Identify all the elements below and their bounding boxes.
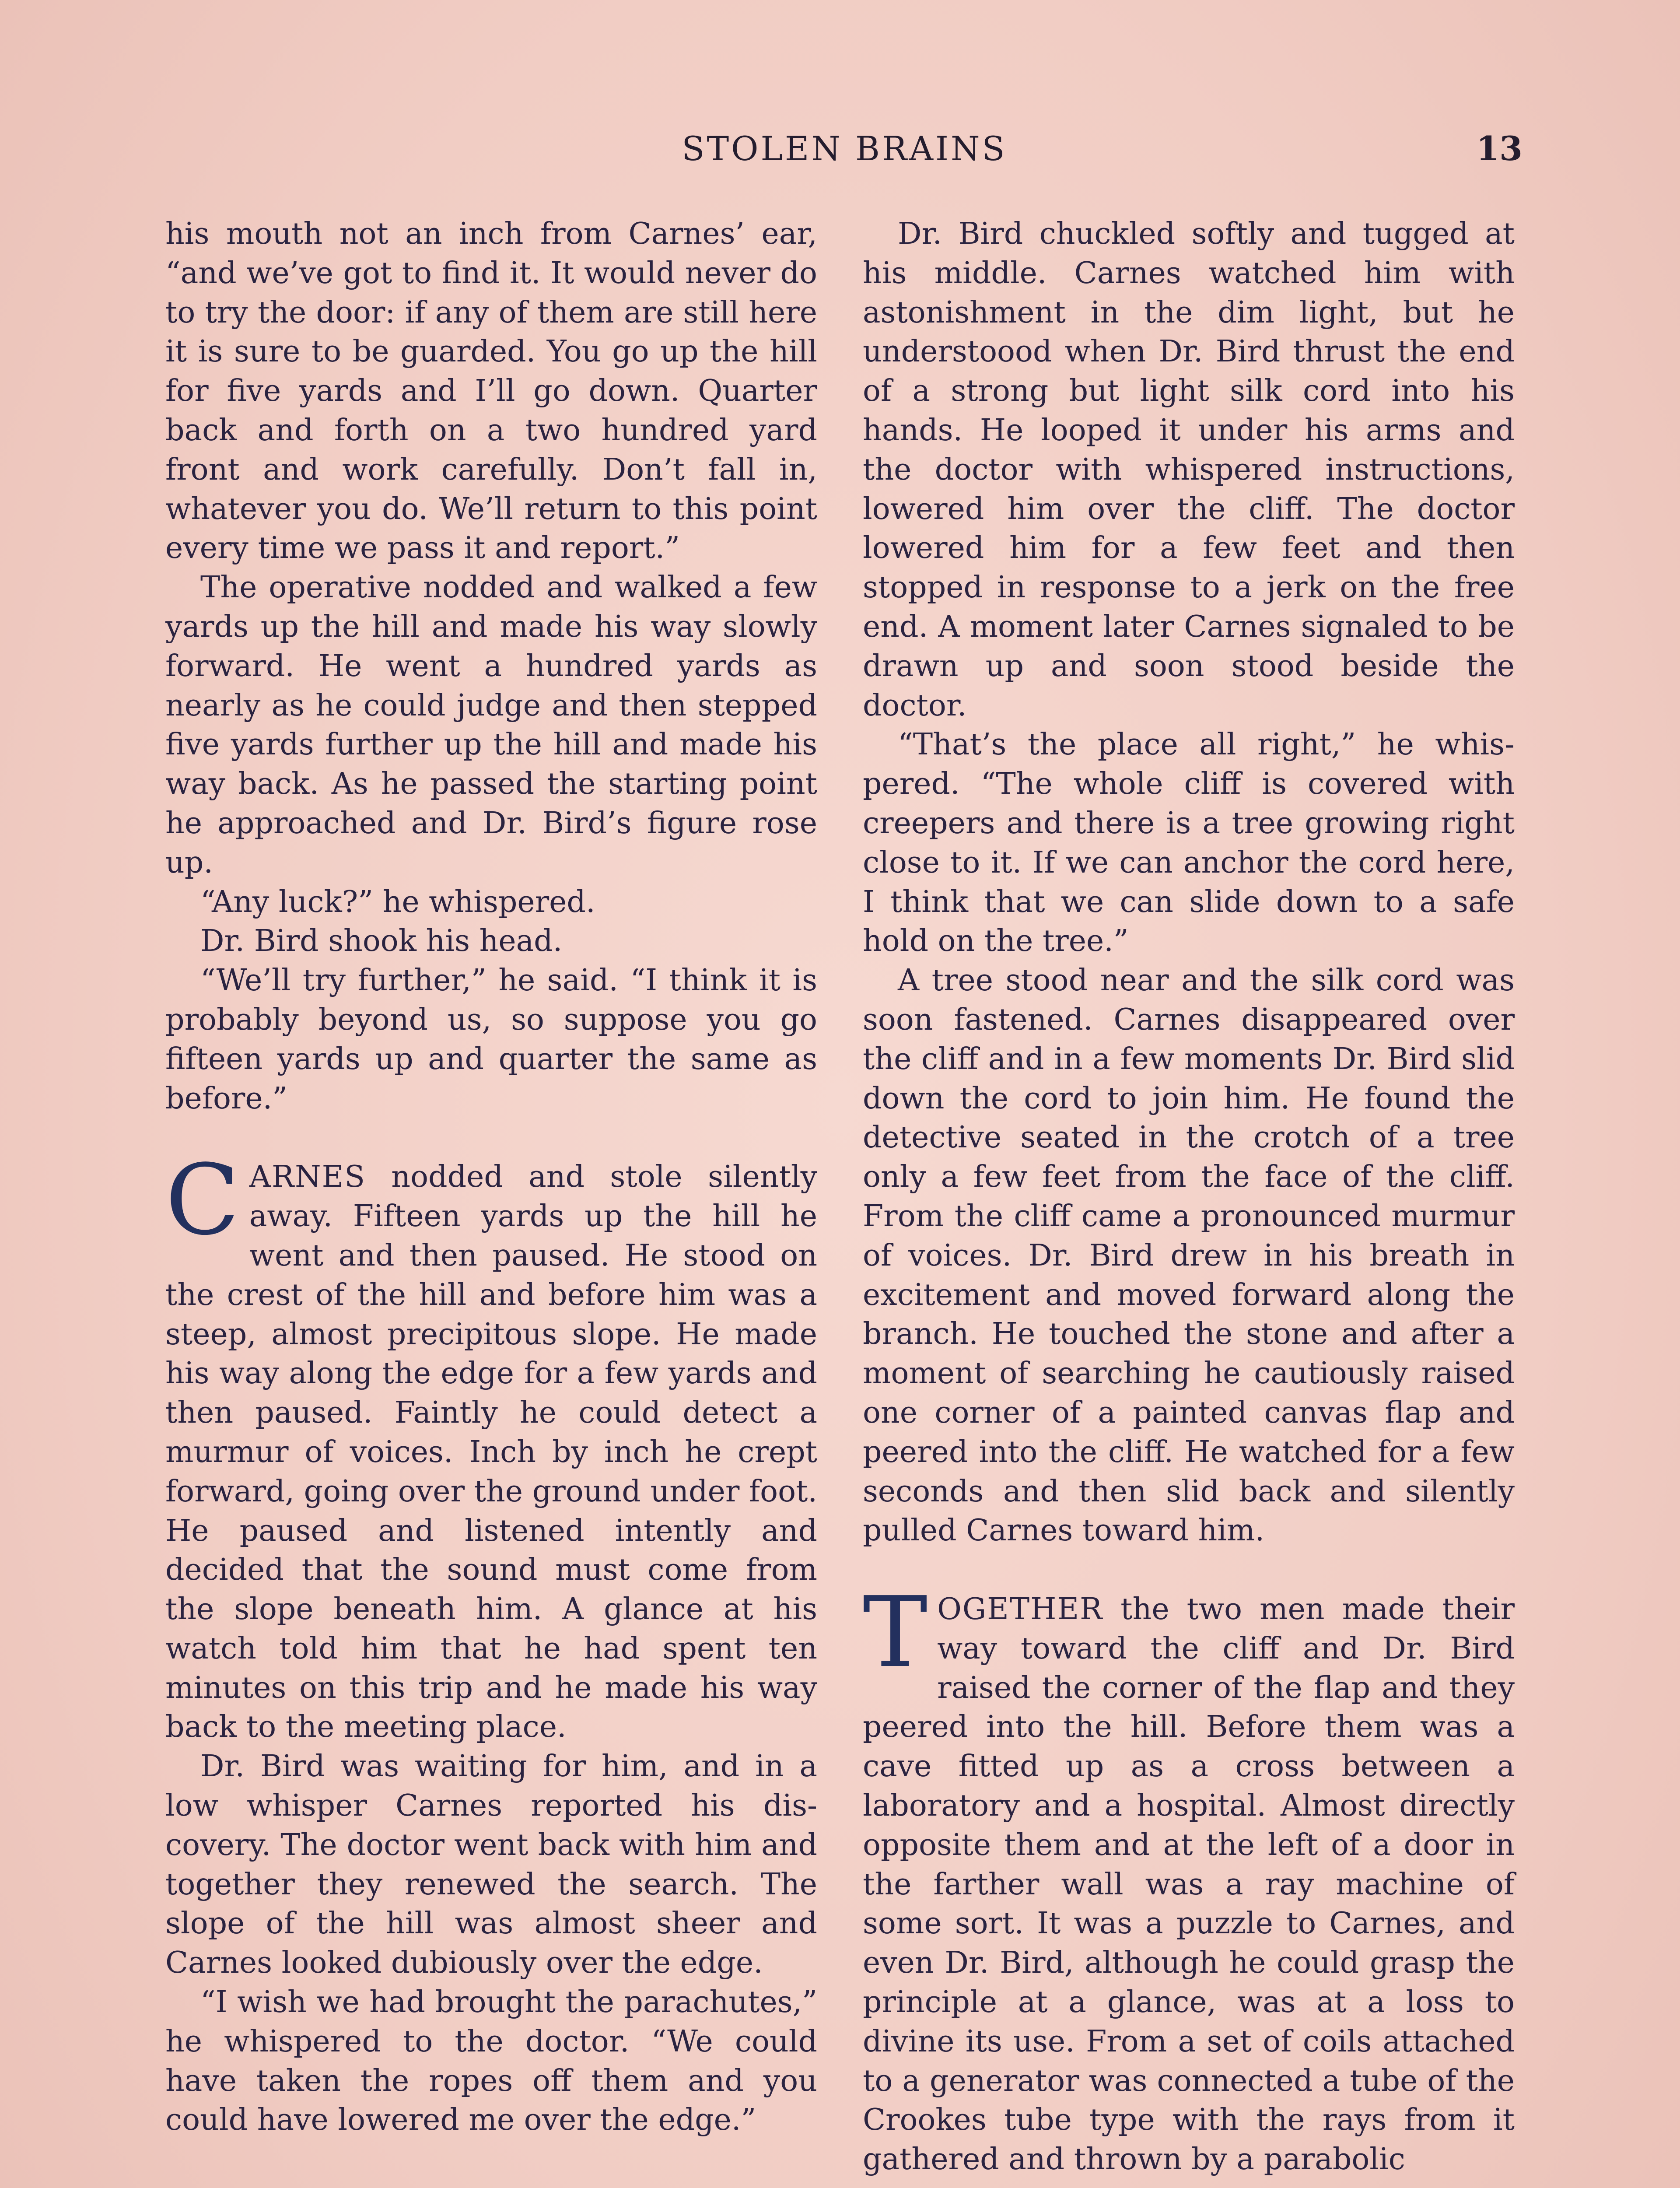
paragraph: “Any luck?” he whispered.: [200, 884, 595, 919]
lead-in-caps: ARNES: [249, 1160, 366, 1195]
paragraph: A tree stood near and the silk cord was soon fastened. Carnes disappeared over the cliff and in a few moments Dr. Bird slid down the cord to join him. He found the detective seated in the crotch of a tree only a few feet from the face of the cliff. From the cliff came a pronounced murmur of voices. Dr. Bird drew in his breath in excitement and moved forward along the branch. He touched the stone and after a moment of searching he cautiously raised one corner of a painted canvas flap and peered into the cliff. He watched for a few seconds and then slid back and silently pulled Carnes toward him.: [863, 963, 1515, 1548]
drop-cap: C: [165, 1144, 240, 1257]
right-column: [863, 214, 1515, 2179]
page-header: [166, 129, 1522, 177]
paragraph: “That’s the place all right,” he whispered. “The whole cliff is covered with creepers and there is a tree growing right close to it. If we can anchor the cord here, I think that we can slide down to a safe hold on the tree.”: [863, 727, 1515, 959]
section-paragraph: [863, 1576, 1515, 2179]
paragraph: The operative nodded and walked a few yards up the hill and made his way slowly forward. He went a hundred yards as nearly as he could judge and then stepped five yards further up the hill and made his way back. As he passed the starting point he approached and Dr. Bird’s figure rose up.: [165, 570, 817, 880]
lead-in-caps: OGETHER: [937, 1592, 1103, 1627]
drop-cap: T: [863, 1576, 928, 1690]
paragraph: Dr. Bird shook his head.: [200, 924, 563, 959]
paragraph: his mouth not an inch from Carnes’ ear, “and we’ve got to find it. It would never do to try the door: if any of them are still here it is sure to be guarded. You go up the hill for five yards and I’ll go down. Quarter back and forth on a two hundred yard front and work carefully. Don’t fall in, whatever you do. We’ll return to this point every time we pass it and report.”: [165, 217, 817, 566]
section-paragraph: [165, 1144, 817, 1747]
paragraph: “We’ll try further,” he said. “I think it is probably beyond us, so suppose you go fifteen yards up and quarter the same as before.”: [165, 963, 817, 1116]
paragraph-text: the two men made their way toward the cliff and Dr. Bird raised the corner of the flap and they peered into the hill. Before them was a cave fitted up as a cross between a laboratory and a hospital. Almost directly opposite them and at the left of a door in the farther wall was a ray machine of some sort. It was a puzzle to Carnes, and even Dr. Bird, although he could grasp the principle at a glance, was at a loss to divine its use. From a set of coils attached to a generator was connected a tube of the Crookes tube type with the rays from it gathered and thrown by a parabolic: [863, 1592, 1515, 2177]
paragraph-text: nodded and stole silently away. Fifteen yards up the hill he went and then paused. He stood on the crest of the hill and before him was a steep, almost precipitous slope. He made his way along the edge for a few yards and then paused. Faintly he could detect a murmur of voices. Inch by inch he crept forward, going over the ground under foot. He paused and listened intently and decided that the sound must come from the slope beneath him. A glance at his watch told him that he had spent ten minutes on this trip and he made his way back to the meeting place.: [165, 1160, 817, 1745]
paragraph: Dr. Bird chuckled softly and tugged at his middle. Carnes watched him with astonishment in the dim light, but he understoood when Dr. Bird thrust the end of a strong but light silk cord into his hands. He looped it under his arms and the doctor with whispered instructions, lowered him over the cliff. The doctor lowered him for a few feet and then stopped in response to a jerk on the free end. A moment later Carnes signaled to be drawn up and soon stood beside the doctor.: [863, 217, 1515, 723]
paragraph: “I wish we had brought the parachutes,” he whispered to the doctor. “We could have taken the ropes off them and you could have lowered me over the edge.”: [165, 1985, 817, 2138]
running-title: STOLEN BRAINS: [682, 129, 1007, 168]
left-column: [165, 214, 817, 2140]
paragraph: Dr. Bird was waiting for him, and in a low whisper Carnes reported his discovery. The doctor went back with him and together they renewed the search. The slope of the hill was almost sheer and Carnes looked dubiously over the edge.: [165, 1749, 817, 1981]
page-number: 13: [1476, 129, 1522, 168]
